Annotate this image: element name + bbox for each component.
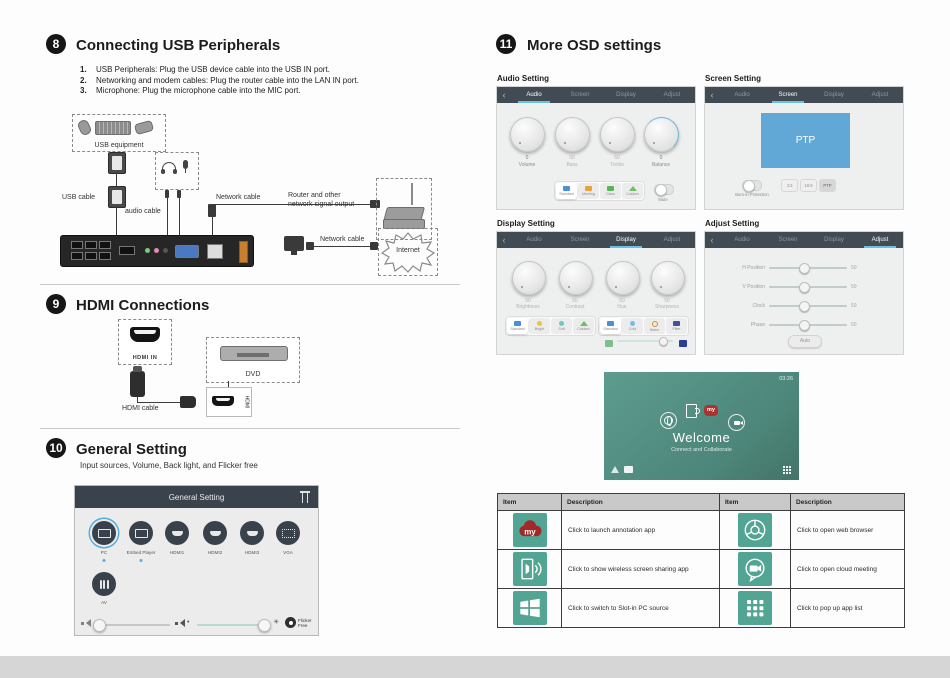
table-desc: Click to launch annotation app	[562, 511, 720, 550]
screen-setting-label: Screen Setting	[705, 74, 762, 83]
usb-equipment-box	[72, 114, 166, 152]
knob-label: Hue	[617, 304, 627, 310]
slider-value: 50	[851, 265, 857, 271]
general-setting-panel	[75, 486, 318, 635]
cable-line	[179, 198, 180, 235]
cable-line	[312, 246, 374, 247]
usb-equipment-label: USB equipment	[94, 142, 144, 149]
ratio-16-9-button[interactable]: 16:9	[800, 179, 817, 192]
picture-standard-button[interactable]	[507, 318, 528, 334]
tab-adjust[interactable]: Adjust	[857, 232, 903, 248]
audio-setting-panel	[497, 87, 695, 209]
col-item-1: Item	[498, 494, 562, 511]
audio-plug	[165, 190, 169, 198]
osd-tab-bar	[705, 232, 903, 248]
step-text: USB Peripherals: Plug the USB device cable into the USB IN port.	[96, 65, 330, 74]
hdmi-port-box	[206, 387, 252, 417]
hdmi-icon	[210, 531, 221, 536]
slider-label: H Position	[742, 265, 765, 271]
app-grid-icon	[738, 591, 772, 625]
section-10-badge: 10	[46, 438, 66, 458]
source-label: VGA	[283, 550, 293, 555]
slider-label: V Position	[742, 284, 765, 290]
step-number: 2.	[80, 75, 87, 85]
slider-value: 50	[851, 322, 857, 328]
usb-drive-icon	[134, 120, 154, 135]
tab-display[interactable]: Display	[616, 92, 636, 98]
tab-screen[interactable]: Screen	[765, 87, 811, 103]
knob-label: Sharpness	[655, 304, 679, 310]
usb-step-3	[80, 86, 359, 97]
flicker-free-toggle[interactable]	[285, 617, 314, 628]
custom-icon	[580, 321, 588, 326]
router-label-line1: Router and other	[288, 192, 341, 199]
blue-light-slider[interactable]	[617, 340, 673, 342]
hdmi-icon	[172, 531, 183, 536]
power-connector	[239, 241, 248, 263]
hdmi-port	[119, 246, 135, 255]
lan-plug	[208, 204, 216, 217]
mode-label: Cold	[628, 327, 637, 331]
cable-line	[116, 206, 117, 235]
brightness-high-icon: ☀	[273, 619, 280, 626]
source-pc[interactable]	[92, 521, 116, 545]
headphones-icon	[162, 162, 176, 170]
embed-player-icon	[135, 529, 148, 538]
internet-label: Internet	[396, 247, 420, 254]
general-setting-header	[75, 486, 318, 508]
display-setting-panel	[497, 232, 695, 354]
phase-slider[interactable]	[769, 324, 847, 326]
cold-icon	[630, 321, 635, 326]
picture-custom-button[interactable]	[573, 318, 594, 334]
slider-label: Phase	[750, 322, 765, 328]
knob-label: Volume	[518, 162, 536, 168]
av-icon	[100, 580, 109, 589]
knob-label: Balance	[651, 162, 671, 168]
slider-value: 50	[851, 284, 857, 290]
usb-port	[71, 252, 83, 260]
cable-line	[116, 172, 117, 186]
mode-meeting-button[interactable]	[578, 183, 599, 199]
col-desc-1: Description	[562, 494, 720, 511]
adjust-setting-panel	[705, 232, 903, 354]
mode-label: Standard	[603, 327, 618, 331]
usb-port	[85, 252, 97, 260]
cable-line	[212, 217, 213, 235]
hdmi-in-port-icon	[130, 327, 160, 342]
mic-jack	[154, 248, 159, 253]
mute-toggle[interactable]	[654, 184, 674, 195]
page-footer-strip	[0, 656, 950, 678]
spdif-jack	[163, 248, 168, 253]
mode-label: Filter	[672, 327, 681, 331]
step-number: 3.	[80, 86, 87, 95]
keyboard-icon	[95, 121, 131, 135]
hdmi-diagram	[70, 315, 450, 425]
flicker-free-label: Flicker Free	[298, 617, 312, 628]
tab-adjust[interactable]: Adjust	[663, 237, 681, 243]
screen-share-icon[interactable]	[686, 404, 697, 418]
knob-label: Bass	[566, 162, 578, 168]
vga-port	[175, 245, 199, 258]
source-label: HDMI2	[207, 550, 223, 555]
usb-step-2	[80, 76, 359, 87]
knob-value: 50	[664, 298, 670, 304]
annotation-tool-icon[interactable]	[611, 466, 619, 473]
bass-knob[interactable]	[555, 117, 590, 152]
hdmi-port-label: HDMI	[243, 395, 250, 409]
osd-tab-bar	[705, 87, 903, 103]
picture-soft-button[interactable]	[551, 318, 572, 334]
hdmi-plug-horizontal-icon	[180, 396, 196, 408]
usb-diagram	[40, 108, 460, 280]
standard-icon	[607, 321, 614, 326]
lan-plug	[370, 242, 378, 250]
usb-connector	[108, 152, 126, 174]
volume-mute-icon[interactable]	[81, 619, 90, 627]
mode-label: Custom	[626, 192, 639, 196]
mode-standard-button[interactable]	[556, 183, 577, 199]
my-annotation-icon[interactable]: my	[704, 405, 718, 416]
usb-port	[99, 252, 111, 260]
knob-value: 50	[619, 298, 625, 304]
back-icon[interactable]: ‹	[710, 235, 714, 245]
source-embed-player[interactable]	[129, 521, 153, 545]
app-icons-table	[497, 493, 905, 628]
tab-audio[interactable]: Audio	[734, 92, 750, 98]
app-grid-icon[interactable]	[783, 466, 791, 474]
source-label: PC	[100, 550, 108, 555]
standard-icon	[563, 186, 570, 191]
sharpness-knob[interactable]	[651, 261, 685, 295]
active-source-dot	[103, 559, 106, 562]
table-desc: Click to open web browser	[791, 511, 905, 550]
usb-step-1	[80, 65, 359, 76]
network-cable2-label: Network cable	[320, 236, 365, 243]
welcome-title: Welcome	[672, 430, 731, 445]
hdmi-in-label: HDMI IN	[132, 355, 158, 361]
section-9-badge: 9	[46, 294, 66, 314]
h-position-slider[interactable]	[769, 267, 847, 269]
phase-row	[731, 322, 857, 328]
tab-display[interactable]: Display	[824, 92, 844, 98]
screen-setting-panel	[705, 87, 903, 209]
volume-icon	[175, 619, 184, 627]
section-10-title: General Setting	[76, 441, 187, 458]
window-icon[interactable]	[624, 466, 633, 473]
knob-value: 0	[525, 155, 529, 161]
knob-value: 0	[659, 155, 663, 161]
volume-slider[interactable]	[95, 624, 170, 626]
source-av[interactable]	[92, 572, 116, 596]
mode-class-button[interactable]	[600, 183, 621, 199]
col-desc-2: Description	[791, 494, 905, 511]
source-label: AV	[101, 600, 107, 605]
svg-text:my: my	[523, 527, 536, 537]
standard-icon	[514, 321, 521, 326]
source-vga[interactable]	[276, 521, 300, 545]
h-position-row	[731, 265, 857, 271]
filter-icon	[673, 321, 680, 326]
table-row	[498, 550, 905, 589]
meeting-icon	[585, 186, 592, 191]
burn-in-protection-label: Burn-in Protection	[735, 192, 769, 197]
treble-knob[interactable]	[600, 117, 635, 152]
clock-text: 03:26	[779, 376, 793, 382]
section-divider	[40, 428, 460, 429]
mode-label: Standard	[559, 192, 574, 196]
table-desc: Click to show wireless screen sharing app	[562, 550, 720, 589]
table-desc: Click to switch to Slot-in PC source	[562, 589, 720, 628]
table-row	[498, 589, 905, 628]
usb-port	[85, 241, 97, 249]
table-row	[498, 511, 905, 550]
back-icon[interactable]: ‹	[502, 235, 506, 245]
knob-value: 50	[614, 155, 620, 161]
display-setting-label: Display Setting	[497, 219, 555, 228]
cable-line	[228, 381, 229, 387]
knob-value: 50	[569, 155, 575, 161]
headset-mic-box	[155, 152, 199, 190]
blue-light-slider-row	[617, 340, 673, 342]
picture-mode-group	[505, 316, 596, 336]
usb-steps-list	[80, 65, 359, 97]
step-text: Microphone: Plug the microphone cable into the MIC port.	[96, 86, 301, 95]
step-number: 1.	[80, 65, 87, 74]
cable-line	[167, 198, 168, 235]
display-ports-panel	[60, 235, 254, 267]
usb-port	[99, 241, 111, 249]
knob-value: 50	[572, 298, 578, 304]
cloud-meeting-icon	[738, 552, 772, 586]
v-position-slider[interactable]	[769, 286, 847, 288]
audio-cable-label: audio cable	[125, 208, 161, 215]
table-desc: Click to pop up app list	[791, 589, 905, 628]
step-text: Networking and modem cables: Plug the router cable into the LAN IN port.	[96, 75, 359, 85]
tab-display[interactable]: Display	[603, 232, 649, 248]
picture-bright-button[interactable]	[529, 318, 550, 334]
audio-plug	[177, 190, 181, 198]
clock-row	[731, 303, 857, 309]
welcome-subtitle: Connect and Collaborate	[671, 447, 732, 453]
web-browser-icon	[664, 416, 673, 425]
camera-icon	[734, 421, 740, 425]
section-8-title: Connecting USB Peripherals	[76, 37, 281, 54]
active-source-dot	[140, 559, 143, 562]
pc-icon	[98, 529, 111, 538]
adjust-setting-label: Adjust Setting	[705, 219, 760, 228]
source-label: Embed Player	[126, 550, 156, 555]
internet-box	[378, 228, 438, 276]
tab-display[interactable]: Display	[824, 237, 844, 243]
temp-warm-button[interactable]	[644, 318, 665, 334]
web-browser-icon	[738, 513, 772, 547]
tab-audio[interactable]: Audio	[526, 237, 542, 243]
hdmi-plug-icon	[130, 371, 145, 397]
web-browser-shortcut[interactable]	[660, 412, 677, 429]
brightness-knob[interactable]	[512, 261, 546, 295]
temp-standard-button[interactable]	[600, 318, 621, 334]
mouse-icon	[76, 118, 92, 136]
dvd-label: DVD	[245, 371, 261, 378]
mode-label: Meeting	[582, 192, 595, 196]
section-10-subtitle: Input sources, Volume, Back light, and Flicker free	[80, 461, 258, 470]
section-8-badge: 8	[46, 34, 66, 54]
source-hdmi3[interactable]	[240, 521, 264, 545]
audio-mode-group	[554, 181, 645, 201]
custom-icon	[629, 186, 637, 191]
col-item-2: Item	[720, 494, 791, 511]
lan-plug	[306, 242, 314, 250]
source-hdmi2[interactable]	[203, 521, 227, 545]
wireless-share-icon	[513, 552, 547, 586]
auto-button[interactable]: Auto	[788, 335, 822, 348]
section-9-title: HDMI Connections	[76, 297, 210, 314]
table-desc: Click to open cloud meeting	[791, 550, 905, 589]
microphone-icon	[183, 160, 188, 169]
filter-low-icon	[605, 340, 613, 347]
balance-knob[interactable]	[644, 117, 679, 152]
knob-label: Treble	[610, 162, 624, 168]
mode-label: Warm	[649, 327, 660, 332]
section-11-badge: 11	[496, 34, 516, 54]
mode-label: Custom	[577, 327, 590, 331]
temp-cold-button[interactable]	[622, 318, 643, 334]
vga-icon	[282, 529, 295, 538]
knob-label: Brightness	[516, 304, 540, 310]
hdmi-in-box	[118, 319, 172, 365]
windows-icon	[513, 591, 547, 625]
mode-label: Soft	[558, 327, 565, 331]
knob-label: Contrast	[565, 304, 585, 310]
general-setting-title: General Setting	[168, 492, 225, 502]
router-antenna	[411, 183, 413, 205]
osd-tab-bar	[497, 232, 695, 248]
back-icon[interactable]: ‹	[710, 90, 714, 100]
clock-slider[interactable]	[769, 305, 847, 307]
color-temp-group	[598, 316, 689, 336]
dvd-box	[206, 337, 300, 383]
source-hdmi1[interactable]	[165, 521, 189, 545]
ratio-4-3-button[interactable]: 4:3	[781, 179, 798, 192]
cable-line	[137, 402, 182, 403]
hdmi-port-icon	[212, 396, 234, 406]
mute-label: Mute	[658, 197, 668, 202]
bright-icon	[537, 321, 542, 326]
soft-icon	[559, 321, 564, 326]
section-divider	[40, 284, 460, 285]
slider-value: 50	[851, 303, 857, 309]
tab-audio[interactable]: Audio	[734, 237, 750, 243]
welcome-screen	[604, 372, 799, 480]
ratio-ptp-button[interactable]: PTP	[819, 179, 836, 192]
monitor-icon	[284, 236, 304, 251]
v-position-row	[731, 284, 857, 290]
slider-label: Clock	[752, 303, 765, 309]
settings-sliders-icon[interactable]	[299, 491, 311, 503]
brightness-low-icon: •	[187, 619, 190, 626]
temp-filter-button[interactable]	[666, 318, 687, 334]
back-icon[interactable]: ‹	[502, 90, 506, 100]
source-label: HDMI1	[169, 550, 185, 555]
my-annotation-icon	[513, 513, 547, 547]
tab-screen[interactable]: Screen	[778, 237, 798, 243]
source-label: HDMI3	[244, 550, 260, 555]
class-icon	[607, 186, 614, 191]
table-header-row	[498, 494, 905, 511]
backlight-slider[interactable]	[197, 624, 269, 626]
hue-knob[interactable]	[606, 261, 640, 295]
tab-audio[interactable]: Audio	[511, 87, 557, 103]
usb-connector	[108, 186, 126, 208]
flicker-free-icon	[285, 617, 296, 628]
hdmi-icon	[247, 531, 258, 536]
contrast-knob[interactable]	[559, 261, 593, 295]
osd-tab-bar	[497, 87, 695, 103]
dvd-tray	[237, 353, 269, 357]
router-label-line2: network signal output	[288, 201, 355, 208]
burn-in-protection-toggle[interactable]	[742, 180, 762, 191]
mode-label: Class	[606, 192, 615, 196]
tab-screen[interactable]: Screen	[570, 92, 590, 98]
tab-adjust[interactable]: Adjust	[663, 92, 681, 98]
warm-icon	[652, 321, 658, 327]
tab-adjust[interactable]: Adjust	[871, 92, 889, 98]
ptp-label: PTP	[795, 135, 816, 146]
cloud-meeting-shortcut[interactable]	[728, 414, 745, 431]
hdmi-cable-label: HDMI cable	[122, 405, 159, 412]
screen-preview	[761, 113, 850, 168]
usb-port	[71, 241, 83, 249]
audio-out-jack	[145, 248, 150, 253]
mode-label: Bright	[534, 327, 545, 331]
tab-screen[interactable]: Screen	[570, 237, 590, 243]
audio-setting-label: Audio Setting	[497, 74, 549, 83]
knob-value: 50	[525, 298, 531, 304]
lan-port	[207, 244, 223, 259]
mode-label: Standard	[510, 327, 525, 331]
section-11-title: More OSD settings	[527, 37, 662, 54]
usb-cable-label: USB cable	[62, 194, 96, 201]
volume-knob[interactable]	[510, 117, 545, 152]
network-cable-label: Network cable	[216, 194, 261, 201]
filter-high-icon	[679, 340, 687, 347]
mode-custom-button[interactable]	[622, 183, 643, 199]
